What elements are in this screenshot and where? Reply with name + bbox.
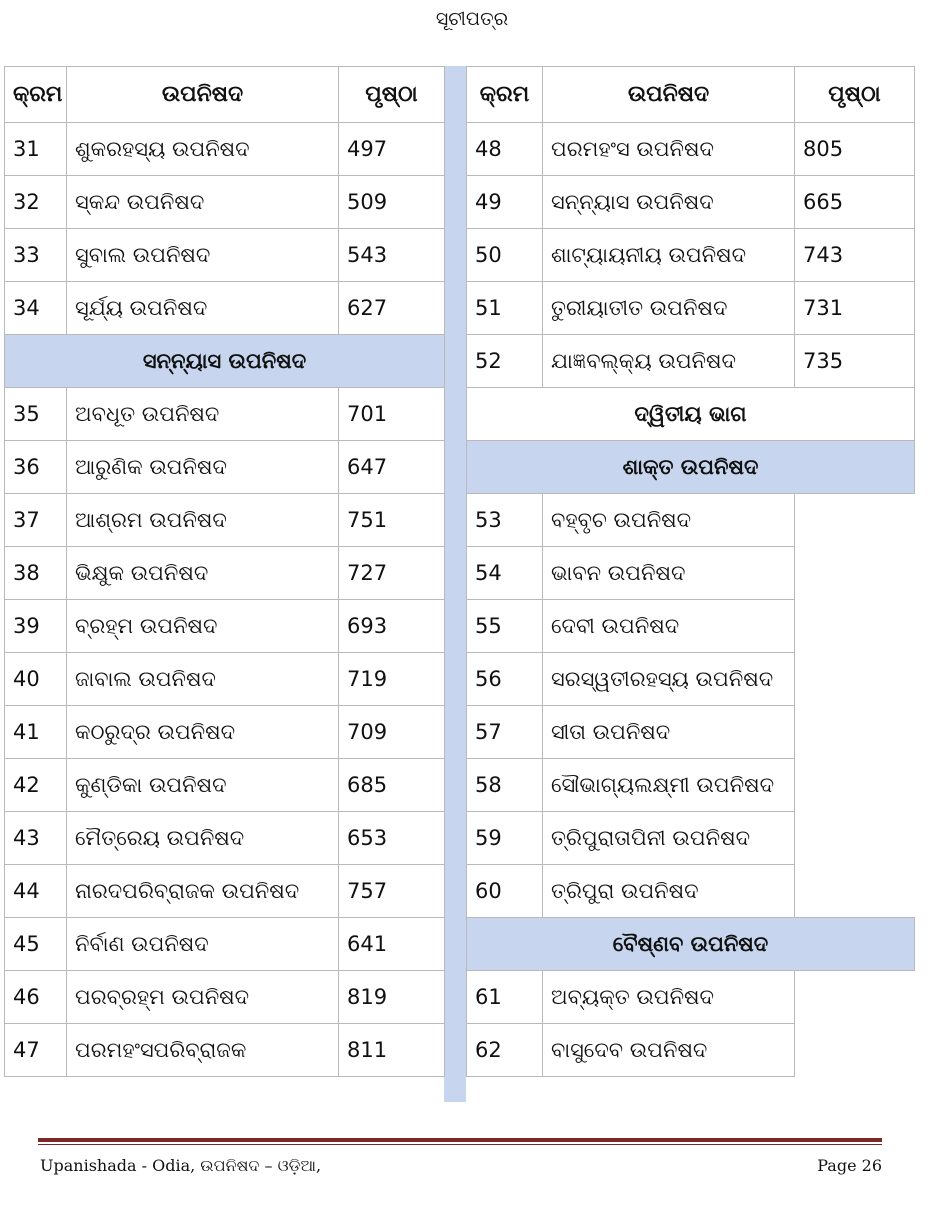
upanishad-name: ତ୍ରିପୁରା ଉପନିଷଦ [543,865,795,918]
section-shakta: ଶାକ୍ତ ଉପନିଷଦ [467,441,915,494]
upanishad-name: ପରମହଂସ ଉପନିଷଦ [543,123,795,176]
upanishad-name: ପରମହଂସପରିବ୍ରାଜକ [67,1024,339,1077]
page-number: 509 [339,176,445,229]
table-row [5,547,445,600]
right-index-table [466,66,915,1077]
table-row [467,971,915,1024]
header-page: ପୃଷ୍ଠା [339,67,445,123]
table-header-row [5,67,445,123]
row-number: 57 [467,706,543,759]
upanishad-name: ଯାଜ୍ଞବଲ୍କ୍ୟ ଉପନିଷଦ [543,335,795,388]
upanishad-name: ସୌଭାଗ୍ୟଲକ୍ଷ୍ମୀ ଉପନିଷଦ [543,759,795,812]
table-row [5,865,445,918]
page-number: 743 [795,229,915,282]
section-row [467,441,915,494]
empty-cell [795,547,915,600]
upanishad-name: ସୂର୍ଯ୍ୟ ଉପନିଷଦ [67,282,339,335]
table-row [5,388,445,441]
row-number: 41 [5,706,67,759]
part-row [467,388,915,441]
empty-cell [795,971,915,1024]
table-row [5,176,445,229]
page-number: 693 [339,600,445,653]
row-number: 40 [5,653,67,706]
row-number: 55 [467,600,543,653]
table-row [5,706,445,759]
page-number: 735 [795,335,915,388]
left-index-table [4,66,445,1077]
page-number: 665 [795,176,915,229]
row-number: 61 [467,971,543,1024]
table-row [5,1024,445,1077]
row-number: 47 [5,1024,67,1077]
table-row [5,441,445,494]
page-number: 641 [339,918,445,971]
table-row [5,494,445,547]
upanishad-name: ବାସୁଦେବ ଉପନିଷଦ [543,1024,795,1077]
page-number: 647 [339,441,445,494]
page-number: 811 [339,1024,445,1077]
row-number: 45 [5,918,67,971]
row-number: 33 [5,229,67,282]
page-number: 701 [339,388,445,441]
page-number: 719 [339,653,445,706]
page-title: ସୂଚୀପତ୍ର [435,8,509,30]
row-number: 34 [5,282,67,335]
table-row [467,759,915,812]
section-vaishnava: ବୈଷ୍ଣବ ଉପନିଷଦ [467,918,915,971]
upanishad-name: ବହ୍ବୃଚ ଉପନିଷଦ [543,494,795,547]
empty-cell [795,494,915,547]
row-number: 50 [467,229,543,282]
row-number: 38 [5,547,67,600]
upanishad-name: ଶୁକରହସ୍ୟ ଉପନିଷଦ [67,123,339,176]
table-row [5,918,445,971]
empty-cell [795,759,915,812]
table-row [467,1024,915,1077]
upanishad-name: ସନ୍ନ୍ୟାସ ଉପନିଷଦ [543,176,795,229]
empty-cell [795,865,915,918]
upanishad-name: ଜାବାଲ ଉପନିଷଦ [67,653,339,706]
row-number: 42 [5,759,67,812]
row-number: 52 [467,335,543,388]
row-number: 48 [467,123,543,176]
row-number: 53 [467,494,543,547]
header-name: ଉପନିଷଦ [543,67,795,123]
upanishad-name: ଭିକ୍ଷୁକ ଉପନିଷଦ [67,547,339,600]
table-row [5,600,445,653]
footer-rule [38,1138,882,1142]
row-number: 60 [467,865,543,918]
upanishad-name: ସ୍କନ୍ଦ ଉପନିଷଦ [67,176,339,229]
row-number: 49 [467,176,543,229]
header-name: ଉପନିଷଦ [67,67,339,123]
page-number: 653 [339,812,445,865]
table-row [5,229,445,282]
upanishad-name: ପରବ୍ରହ୍ମ ଉପନିଷଦ [67,971,339,1024]
footer-title: Upanishada - Odia, ଉପନିଷଦ – ଓଡ଼ିଆ, [40,1156,322,1175]
row-number: 59 [467,812,543,865]
upanishad-name: ତୁରୀୟାତୀତ ଉପନିଷଦ [543,282,795,335]
table-row [5,812,445,865]
upanishad-name: ଆରୁଣିକ ଉପନିଷଦ [67,441,339,494]
upanishad-name: ମୈତ୍ରେୟ ଉପନିଷଦ [67,812,339,865]
section-row [467,918,915,971]
table-row [467,123,915,176]
footer-page-number: Page 26 [817,1156,882,1175]
upanishad-name: ଅବଧୂତ ଉପନିଷଦ [67,388,339,441]
upanishad-name: କଠରୁଦ୍ର ଉପନିଷଦ [67,706,339,759]
table-row [5,653,445,706]
upanishad-name: ସରସ୍ୱତୀରହସ୍ୟ ଉପନିଷଦ [543,653,795,706]
table-row [467,600,915,653]
row-number: 51 [467,282,543,335]
table-row [467,176,915,229]
header-num: କ୍ରମ [467,67,543,123]
page-number: 543 [339,229,445,282]
page-number: 709 [339,706,445,759]
table-row [5,282,445,335]
row-number: 32 [5,176,67,229]
upanishad-name: ବ୍ରହ୍ମ ଉପନିଷଦ [67,600,339,653]
upanishad-name: ତ୍ରିପୁରାତାପିନୀ ଉପନିଷଦ [543,812,795,865]
page-number: 805 [795,123,915,176]
row-number: 37 [5,494,67,547]
table-row [5,759,445,812]
page-number: 685 [339,759,445,812]
table-row [467,653,915,706]
empty-cell [795,812,915,865]
upanishad-name: ଅବ୍ୟକ୍ତ ଉପନିଷଦ [543,971,795,1024]
row-number: 56 [467,653,543,706]
page-number: 757 [339,865,445,918]
row-number: 44 [5,865,67,918]
table-header-row [467,67,915,123]
empty-cell [795,706,915,759]
page-number: 727 [339,547,445,600]
empty-cell [795,653,915,706]
column-gutter [444,66,466,1102]
header-num: କ୍ରମ [5,67,67,123]
row-number: 39 [5,600,67,653]
page-number: 731 [795,282,915,335]
table-row [467,812,915,865]
empty-cell [795,1024,915,1077]
row-number: 36 [5,441,67,494]
row-number: 43 [5,812,67,865]
table-row [5,971,445,1024]
upanishad-name: ଦେବୀ ଉପନିଷଦ [543,600,795,653]
upanishad-name: ସୀତା ଉପନିଷଦ [543,706,795,759]
table-row [467,282,915,335]
table-row [467,494,915,547]
table-row [467,865,915,918]
table-row [467,706,915,759]
upanishad-name: ନାରଦପରିବ୍ରାଜକ ଉପନିଷଦ [67,865,339,918]
empty-cell [795,600,915,653]
footer-rule-thin [38,1144,882,1145]
upanishad-name: କୁଣ୍ଡିକା ଉପନିଷଦ [67,759,339,812]
row-number: 62 [467,1024,543,1077]
table-row [467,229,915,282]
upanishad-name: ଭାବନ ଉପନିଷଦ [543,547,795,600]
page-number: 751 [339,494,445,547]
page-number: 819 [339,971,445,1024]
upanishad-name: ଶାଟ୍ୟାୟନୀୟ ଉପନିଷଦ [543,229,795,282]
section-row [5,335,445,388]
row-number: 58 [467,759,543,812]
row-number: 54 [467,547,543,600]
table-row [467,547,915,600]
upanishad-name: ଆଶ୍ରମ ଉପନିଷଦ [67,494,339,547]
row-number: 35 [5,388,67,441]
page-number: 497 [339,123,445,176]
section-sannyasa: ସନ୍ନ୍ୟାସ ଉପନିଷଦ [5,335,445,388]
row-number: 31 [5,123,67,176]
table-row [5,123,445,176]
row-number: 46 [5,971,67,1024]
part-two-heading: ଦ୍ୱିତୀୟ ଭାଗ [467,388,915,441]
table-row [467,335,915,388]
page-number: 627 [339,282,445,335]
upanishad-name: ସୁବାଲ ଉପନିଷଦ [67,229,339,282]
upanishad-name: ନିର୍ବାଣ ଉପନିଷଦ [67,918,339,971]
header-page: ପୃଷ୍ଠା [795,67,915,123]
